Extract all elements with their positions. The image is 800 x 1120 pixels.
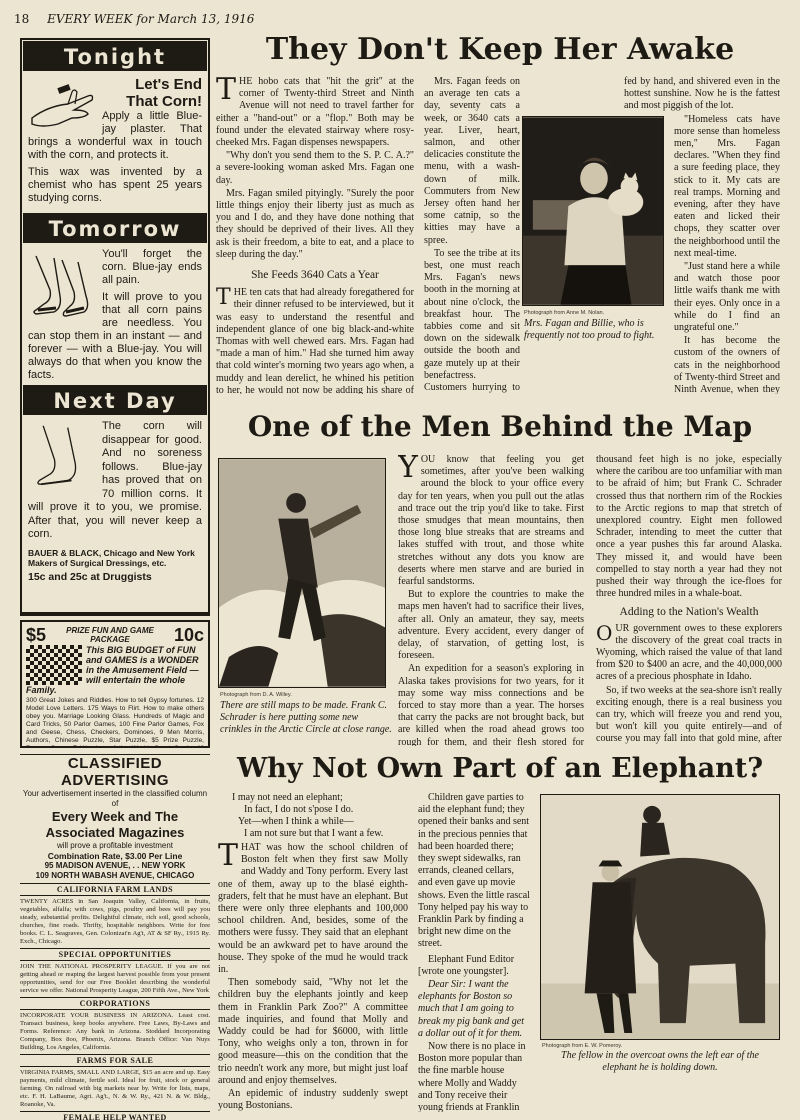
tonight-body: Apply a little Blue-jay plaster. That brings a wonderful wax in touch with the corn, and protects it. <box>28 110 202 161</box>
classified-address-chicago: 109 NORTH WABASH AVENUE, CHICAGO <box>35 871 195 880</box>
paragraph: Elephant Fund Editor [wrote one youngster]. <box>418 953 515 977</box>
prize-promo: This BIG BUDGET of FUN and GAMES is a WONDER in the Amusement Field — will entertain the whole Family. <box>26 645 199 695</box>
bluejay-ad <box>20 38 210 616</box>
next-day-banner: Next Day <box>22 384 208 416</box>
section-text: TWENTY ACRES in San Joaquin Valley, California, in fruits, vegetables, alfalfa; with cows, pigs, poultry and bees will pay you steady, substantial profits. Delightful climate, rich soil, good schools, churches, fine roads. Thrifty, hospitable neighbors. Write for free books. C. L. Seagraves, Gen. Colonizat'n Ag't, AT & SF Ry., 1915 Ry. Exch., Chicago. <box>20 898 210 945</box>
article-1-caption: Mrs. Fagan and Billie, who is frequently not too proud to fight. <box>524 318 655 341</box>
paragraph: Mrs. Fagan smiled pityingly. "Surely the poor little things enjoy their liberty just as much as you and I do, and they have done nothing that they should be deprived of their lives. All they ask is their freedom, a bite to eat, and a place to sleep during the day." <box>216 187 414 260</box>
poem-line: I may not need an elephant; <box>232 792 343 803</box>
drop-cap: O <box>596 620 613 645</box>
bluejay-logo <box>22 612 208 616</box>
paragraph: THAT was how the school children of Boston felt when they first saw Molly and Waddy and Tony perform. Every last one of them, away up to the blasé eighth-graders, felt that he must have an elephant. But there were only three elephants and 100,000 school children. And, besides, some of the mothers were fussy. They said that an elephant would be an awkward pet to have around the house. They spoke of the mud he would track in. <box>218 842 408 976</box>
section-heading: CALIFORNIA FARM LANDS <box>20 883 210 896</box>
drop-cap: T <box>218 842 239 873</box>
explorer-on-snow-photo <box>219 459 385 687</box>
poem-line: In fact, I do not s'pose I do. <box>244 804 354 815</box>
classified-rate: Combination Rate, $3.00 Per Line <box>47 851 183 861</box>
tomorrow-banner: Tomorrow <box>22 212 208 244</box>
classified-section <box>20 997 210 1052</box>
article-3-photo <box>540 794 780 1040</box>
article-2-caption: There are still maps to be made. Frank C. Schrader is here putting some new crinkles in the Arctic Circle at close range. <box>220 700 392 735</box>
advertisement-column <box>20 38 210 1120</box>
next-day-body: The corn will disappear for good. And no soreness follows. Blue-jay has proved that on 70 million corns. It will prove it to you, we promise. After that, you will never keep a corn. <box>28 420 202 540</box>
article-2-column-1 <box>398 454 584 746</box>
article-3-column-2 <box>418 792 530 1112</box>
feet-illustration-icon <box>28 250 98 320</box>
article-2-column-2 <box>596 454 782 746</box>
section-text: VIRGINIA FARMS, SMALL AND LARGE, $15 an acre and up. Easy payments, mild climate, fertile soil. Ideal for fruit, stock or general farming. On railroad with big markets near by. Write for lists, maps, etc. F. H. LaBaume, Agri. Ag't., N. & W. Ry., 421 N. & W. Bldg., Roanoke, Va. <box>20 1069 210 1108</box>
tomorrow-body-2: It will prove to you that all corn pains are needless. You can stop them in an instant — and forever — with a Blue-jay. You will always do that when you know the facts. <box>28 291 202 381</box>
section-heading: FARMS FOR SALE <box>20 1054 210 1067</box>
paragraph: OUR government owes to these explorers the discovery of the great coal tracts in Wyoming, which raised the value of that land from $20 to $400 an acre, and the 40,000,000 acres of a precious phosphate in Idaho. <box>596 620 782 683</box>
drop-cap: Y <box>398 454 418 485</box>
tomorrow-body: You'll forget the corn. Blue-jay ends all pain. <box>102 248 202 286</box>
paragraph: Then somebody said, "Why not let the children buy the elephants jointly and keep them in Franklin Park Zoo?" A committee made inquiries, and found that Molly and Waddy could be had for $6000, with little Tony, who weighs only a ton, thrown in for good measure—this on the condition that the trio needn't work any more, but might just loaf around and enjoy themselves. <box>218 977 408 1086</box>
section-heading: SPECIAL OPPORTUNITIES <box>20 948 210 961</box>
poem-line: Yet—when I think a while— <box>238 816 354 827</box>
elephant-with-children-photo <box>541 795 779 1039</box>
section-heading: FEMALE HELP WANTED <box>20 1111 210 1120</box>
paragraph: It has become the custom of the owners of cats in the neighborhood of Twenty-third Street and Ninth Avenue, when they <box>674 335 780 394</box>
article-3-photo-credit: Photograph from E. W. Pomeroy. <box>542 1043 623 1049</box>
publication-title: EVERY WEEK for March 13, 1916 <box>47 12 255 26</box>
section-text: JOIN THE NATIONAL PROSPERITY LEAGUE. If you are not getting ahead or reaping the largest harvest possible from your present opportunities, send for our Free Booklet describing the wonderful service we offer. National Prosperity League, 200 Fifth Ave., New York <box>20 963 210 994</box>
hand-illustration-icon <box>28 78 98 134</box>
tonight-headline: Let's End That Corn! <box>126 76 202 110</box>
prize-heading: PRIZE FUN AND GAME PACKAGE <box>66 626 154 644</box>
article-1-column-3 <box>624 76 780 394</box>
drop-cap: T <box>216 285 231 311</box>
paragraph: YOU know that feeling you get sometimes, after you've been walking around the block to your office every day for ten years, when you pull out the atlas and trace out the trip you'd like to take. First those smudges that mean mountains, then those long blue streaks that are streams and lakes stuffed with trout, and those white stretches without any dots you know are deserts where men starve and are buried in fearful sandstorms. <box>398 454 584 588</box>
paragraph: "Just stand here a while and watch those poor little waifs thank me with their eyes. Only once in a while do I find an ungrateful one." <box>674 261 780 334</box>
drop-cap: T <box>216 76 237 107</box>
article-3-poem <box>232 792 412 840</box>
prize-body: 300 Great Jokes and Riddles. How to tell Gypsy fortunes. 12 Model Love Letters. 175 Ways to Flirt. How to make others obey you. Marriage Looking Glass. Hundreds of Magic and Card Tricks, 50 Parlor Games, 100 Fine Parlor Games, Fox and Geese, Chess, Checkers, Dominoes, 9 Men Morris, Authors, Chinese Puzzle, Star Puzzle, $5 Prize Puzzle, <box>26 697 204 744</box>
section-text: INCORPORATE YOUR BUSINESS IN ARIZONA. Least cost. Transact business, keep books anywhere. Free Laws, By-Laws and Forms. Reference: Any bank in Arizona. Stoddard Incorporating Company, Box 8oo, Phoenix, Arizona. Branch Office: Van Nuys Building, Los Angeles, California. <box>20 1012 210 1051</box>
classified-note: will prove a profitable investment <box>56 841 174 850</box>
classified-title: CLASSIFIED ADVERTISING <box>60 755 169 789</box>
classified-intro: Your advertisement inserted in the classified column of <box>22 789 208 808</box>
classified-listings <box>20 883 210 1120</box>
article-3-title: Why Not Own Part of an Elephant? <box>236 753 764 784</box>
classified-section <box>20 883 210 946</box>
article-2-title: One of the Men Behind the Map <box>247 410 753 443</box>
paragraph: thousand feet high is no joke, especially where the caribou are too unfamiliar with man to be afraid of him; but Frank C. Schrader crossed thus that northern rim of the Rockies to the Arctic regions to map that stretch of unexplored country. Eight men followed Schrader, intending to meet the cutter that once a year pushes this far around Alaska. They missed it, and would have been compelled to stay north a year had they not pushed their way through the ice-floes for three hundred miles in a whale-boat. <box>596 454 782 600</box>
article-2-subhead: Adding to the Nation's Wealth <box>619 606 759 619</box>
paragraph: To see the tribe at its best, one must reach Mrs. Fagan's news booth in the morning at about nine o'clock, the breakfast hour. The tabbies come and sit down on the sidewalk outside the booth and gaze mutely up at their benefactress. Customers hurrying to <box>424 247 520 394</box>
foot-illustration-icon <box>28 422 98 488</box>
prize-price-right: 10c <box>173 625 204 645</box>
classified-publication: Every Week and The Associated Magazines <box>45 809 185 840</box>
paragraph: fed by hand, and shivered even in the hottest sunshine. Now he is the fattest and most piggish of the lot. <box>624 76 780 112</box>
poem-line: I am not sure but that I want a few. <box>244 828 384 839</box>
article-1-column-1 <box>216 76 414 394</box>
price-line: 15c and 25c at Druggists <box>28 570 152 583</box>
article-1-photo-credit: Photograph from Anne M. Nolan. <box>524 310 605 316</box>
classified-ad <box>20 754 210 881</box>
prize-header <box>26 625 204 645</box>
prize-price-left: $5 <box>26 625 47 645</box>
article-3-caption: The fellow in the overcoat owns the left ear of the elephant he is holding down. <box>561 1050 759 1073</box>
paragraph: THE ten cats that had already foregathered for their dinner refused to be interviewed, but it was easy to understand the resentful and independent glance of one big black-and-white Thomas with well chewed ears. Mrs. Fagan had "made a man of him." Had she turned him away that cold winter's morning two years ago when, a muddy and lean derelict, he whined his petition to her, he would not now be adding his share of <box>216 285 414 394</box>
classified-section <box>20 948 210 995</box>
checkerboard-icon <box>26 645 82 685</box>
article-2-photo <box>218 458 386 688</box>
article-1-title: They Don't Keep Her Awake <box>265 32 735 67</box>
article-1-subhead: She Feeds 3640 Cats a Year <box>251 269 379 282</box>
tonight-body-2: This wax was invented by a chemist who has spent 25 years studying corns. <box>28 166 202 204</box>
paragraph: But to explore the countries to make the maps men haven't had to sacrifice their lives, after all. Only an amateur, they say, meets adventure. Every accident, every danger of delay, of starvation, of getting lost, is foreseen. <box>398 589 584 662</box>
classified-section <box>20 1111 210 1120</box>
paragraph: "Why don't you send them to the S. P. C. A.?" a severe-looking woman asked Mrs. Fagan one day. <box>216 150 414 186</box>
paragraph: Mrs. Fagan feeds on an average ten cats a day, seventy cats a week, or 3640 cats a year. Liver, heart, salmon, and other delicacies constitute the menu, with a wash-down of milk. Commuters from New Jersey often hand her some catnip, so the kitties may have a spree. <box>424 76 520 246</box>
paragraph: An expedition for a season's exploring in Alaska takes provisions for two years, for it may some way miss connections and be forced to stay more than a year. The horses that carry the packs are not brought back, but are killed when the road ahead grows too rough for them, and their flesh stored for <box>398 663 584 746</box>
tonight-banner: Tonight <box>22 40 208 72</box>
paragraph: So, if two weeks at the sea-shore isn't really exciting enough, there is a real business you can try, which will freeze you and rend you, but won't kill you quite entirely—and of course you may fall into that gold mine, after <box>596 684 782 745</box>
section-heading: CORPORATIONS <box>20 997 210 1010</box>
paragraph: Children gave parties to aid the elephant fund; they opened their banks and sent in the precious pennies that had been hoarded there; they swept sidewalks, ran errands, cleaned cellars, and even gave up movie shows. Even the little rascal Tony helped pay his way to Franklin Park by finding a bright new dime on the street. <box>418 792 530 950</box>
paragraph: "Homeless cats have more sense than homeless men," Mrs. Fagan declares. "When they find a sure feeding place, they stick to it. My cats are real tramps. Morning and evening, after they have eaten and licked their chops, they scatter over the neighborhood until the next meal-time. <box>674 113 780 259</box>
prize-game-ad <box>20 620 210 748</box>
classified-address-ny: 95 MADISON AVENUE, . . NEW YORK <box>44 861 186 870</box>
page-number: 18 <box>14 12 30 26</box>
classified-section <box>20 1054 210 1109</box>
paragraph: THE hobo cats that "hit the grit" at the corner of Twenty-third Street and Ninth Avenue will not need to travel farther for either a "hand-out" or a "flop." Both may be found under the elevated stairway where rosy-cheeked Mrs. Fagan dispenses newspapers. <box>216 76 414 149</box>
paragraph: Dear Sir: I want the elephants for Boston so much that I am going to break my pig bank and get a dollar out of it for them. <box>418 979 524 1039</box>
paragraph: An epidemic of industry suddenly swept young Bostonians. <box>218 1088 408 1112</box>
paragraph: Now there is no place in Boston more popular than the fine marble house where Molly and Waddy and Tony receive their young friends at Franklin <box>418 1041 526 1112</box>
article-3-column-1 <box>218 842 408 1116</box>
article-2-photo-credit: Photograph from D. A. Willey. <box>220 692 292 698</box>
maker-line: BAUER & BLACK, Chicago and New York Makers of Surgical Dressings, etc. <box>28 547 195 568</box>
page-header <box>14 12 784 30</box>
